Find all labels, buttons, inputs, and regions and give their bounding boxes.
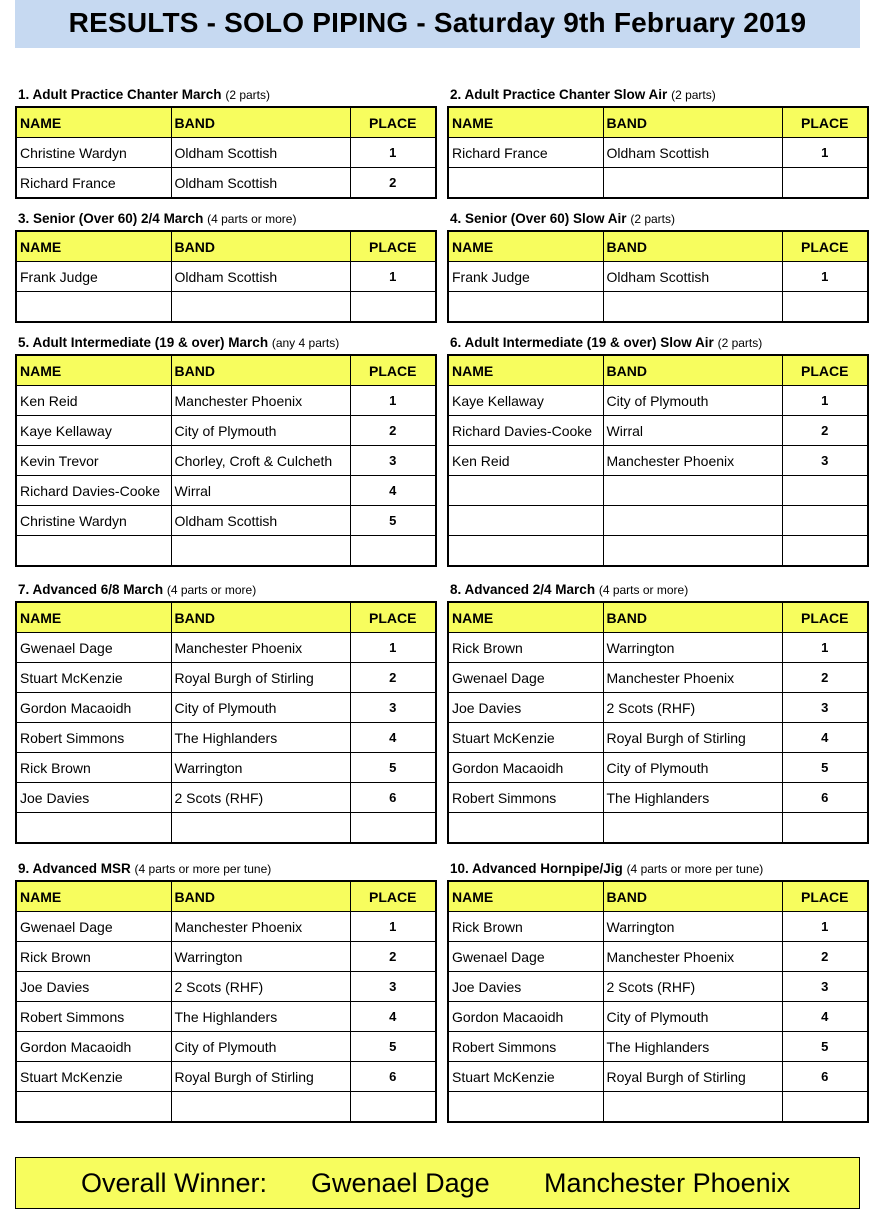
section-title (18, 210, 296, 228)
competitor-name (16, 292, 171, 323)
table-header-row (448, 881, 868, 912)
section-title-text: 5. Adult Intermediate (19 & over) March (18, 335, 269, 350)
band-name: 2 Scots (RHF) (171, 972, 350, 1002)
header-band: BAND (171, 107, 350, 138)
header-band: BAND (603, 881, 782, 912)
header-name: NAME (448, 881, 603, 912)
table-row (448, 138, 868, 168)
table-row (16, 138, 436, 168)
place-value: 6 (350, 783, 436, 813)
competitor-name: Gwenael Dage (16, 633, 171, 663)
header-place: PLACE (782, 231, 868, 262)
results-table (15, 880, 437, 1123)
competitor-name: Richard France (448, 138, 603, 168)
table-row (448, 476, 868, 506)
competitor-name: Kaye Kellaway (16, 416, 171, 446)
table-row (16, 446, 436, 476)
table-header-row (448, 107, 868, 138)
section-title (18, 86, 270, 104)
band-name: Manchester Phoenix (603, 446, 782, 476)
table-row (16, 262, 436, 292)
band-name: 2 Scots (RHF) (171, 783, 350, 813)
section-note: (2 parts) (671, 88, 716, 102)
place-value: 1 (350, 386, 436, 416)
competitor-name (448, 292, 603, 323)
place-value: 5 (350, 506, 436, 536)
place-value: 2 (350, 168, 436, 199)
table-row (16, 663, 436, 693)
place-value: 4 (350, 476, 436, 506)
competitor-name: Ken Reid (16, 386, 171, 416)
competitor-name: Joe Davies (16, 783, 171, 813)
competitor-name: Gwenael Dage (448, 663, 603, 693)
band-name: City of Plymouth (171, 416, 350, 446)
place-value: 2 (350, 663, 436, 693)
table-row (16, 972, 436, 1002)
competitor-name: Gwenael Dage (448, 942, 603, 972)
header-name: NAME (448, 602, 603, 633)
table-header-row (16, 355, 436, 386)
band-name: City of Plymouth (603, 386, 782, 416)
place-value: 2 (350, 942, 436, 972)
place-value: 6 (350, 1062, 436, 1092)
table-row (448, 292, 868, 323)
place-value (350, 292, 436, 323)
winner-label: Overall Winner: (81, 1168, 268, 1198)
place-value: 2 (782, 942, 868, 972)
place-value: 4 (782, 1002, 868, 1032)
band-name: Manchester Phoenix (171, 912, 350, 942)
header-band: BAND (171, 231, 350, 262)
table-row (448, 1092, 868, 1123)
competitor-name: Rick Brown (448, 912, 603, 942)
header-place: PLACE (782, 355, 868, 386)
band-name: Oldham Scottish (603, 138, 782, 168)
section-title-text: 4. Senior (Over 60) Slow Air (450, 211, 627, 226)
table-header-row (448, 231, 868, 262)
winner-name: Gwenael Dage (311, 1168, 490, 1198)
header-place: PLACE (782, 881, 868, 912)
table-row (448, 723, 868, 753)
section-note: (2 parts) (717, 336, 763, 350)
table-row (16, 168, 436, 199)
band-name (603, 292, 782, 323)
header-name: NAME (448, 355, 603, 386)
section-note: (2 parts) (630, 212, 676, 226)
place-value (782, 476, 868, 506)
table-row (16, 783, 436, 813)
place-value: 4 (350, 723, 436, 753)
header-place: PLACE (350, 881, 436, 912)
section-note: (4 parts or more per tune) (134, 862, 272, 876)
competitor-name: Richard France (16, 168, 171, 199)
table-row (448, 416, 868, 446)
results-table (15, 601, 437, 844)
competitor-name: Robert Simmons (16, 1002, 171, 1032)
table-row (448, 1062, 868, 1092)
section-note: (4 parts or more per tune) (626, 862, 764, 876)
results-table (447, 880, 869, 1123)
table-row (448, 783, 868, 813)
place-value: 5 (782, 1032, 868, 1062)
competitor-name: Richard Davies-Cooke (448, 416, 603, 446)
competitor-name: Kevin Trevor (16, 446, 171, 476)
table-row (448, 536, 868, 567)
table-row (448, 972, 868, 1002)
competitor-name (448, 506, 603, 536)
band-name: Royal Burgh of Stirling (171, 663, 350, 693)
competitor-name: Stuart McKenzie (16, 1062, 171, 1092)
band-name: City of Plymouth (603, 753, 782, 783)
place-value (782, 168, 868, 199)
table-row (16, 386, 436, 416)
competitor-name (16, 536, 171, 567)
band-name (171, 813, 350, 844)
competitor-name: Gordon Macaoidh (448, 1002, 603, 1032)
table-row (448, 168, 868, 199)
table-row (448, 506, 868, 536)
competitor-name (16, 813, 171, 844)
results-table (15, 230, 437, 323)
band-name: Oldham Scottish (171, 262, 350, 292)
section-title (450, 860, 763, 878)
competitor-name: Gordon Macaoidh (16, 693, 171, 723)
table-row (16, 723, 436, 753)
band-name: Warrington (171, 942, 350, 972)
results-table (15, 106, 437, 199)
header-name: NAME (16, 231, 171, 262)
table-row (448, 386, 868, 416)
band-name (171, 1092, 350, 1123)
section-title (18, 334, 339, 352)
results-table (447, 230, 869, 323)
section-title-text: 3. Senior (Over 60) 2/4 March (18, 211, 204, 226)
band-name: Warrington (603, 912, 782, 942)
band-name: The Highlanders (603, 1032, 782, 1062)
band-name: The Highlanders (171, 723, 350, 753)
page-title: RESULTS - SOLO PIPING - Saturday 9th February 2019 (15, 0, 860, 48)
header-name: NAME (448, 231, 603, 262)
section-note: (4 parts or more) (598, 583, 689, 597)
place-value: 6 (782, 1062, 868, 1092)
header-name: NAME (16, 881, 171, 912)
place-value: 4 (350, 1002, 436, 1032)
place-value: 3 (782, 972, 868, 1002)
table-row (448, 753, 868, 783)
place-value: 5 (350, 1032, 436, 1062)
competitor-name: Frank Judge (16, 262, 171, 292)
section-note: (4 parts or more) (207, 212, 297, 226)
competitor-name: Ken Reid (448, 446, 603, 476)
competitor-name: Gordon Macaoidh (16, 1032, 171, 1062)
place-value: 1 (350, 633, 436, 663)
place-value: 6 (782, 783, 868, 813)
table-row (16, 536, 436, 567)
place-value: 1 (782, 912, 868, 942)
place-value: 2 (782, 416, 868, 446)
place-value: 3 (350, 693, 436, 723)
table-row (448, 446, 868, 476)
band-name: Manchester Phoenix (603, 663, 782, 693)
table-row (16, 416, 436, 446)
band-name (603, 813, 782, 844)
table-row (16, 1062, 436, 1092)
results-table (447, 601, 869, 844)
header-place: PLACE (350, 231, 436, 262)
band-name: Warrington (171, 753, 350, 783)
band-name: City of Plymouth (171, 693, 350, 723)
table-row (16, 1032, 436, 1062)
place-value: 1 (782, 262, 868, 292)
competitor-name: Richard Davies-Cooke (16, 476, 171, 506)
place-value (350, 813, 436, 844)
header-band: BAND (171, 602, 350, 633)
header-band: BAND (171, 881, 350, 912)
table-row (16, 1002, 436, 1032)
place-value: 3 (350, 446, 436, 476)
table-row (16, 1092, 436, 1123)
place-value (782, 813, 868, 844)
header-name: NAME (16, 107, 171, 138)
band-name: Oldham Scottish (171, 506, 350, 536)
section-title-text: 8. Advanced 2/4 March (450, 582, 596, 597)
header-place: PLACE (782, 107, 868, 138)
section-title (450, 581, 688, 599)
band-name: The Highlanders (603, 783, 782, 813)
header-band: BAND (603, 107, 782, 138)
table-row (16, 753, 436, 783)
competitor-name: Joe Davies (448, 693, 603, 723)
competitor-name: Robert Simmons (448, 1032, 603, 1062)
competitor-name (448, 813, 603, 844)
header-place: PLACE (350, 355, 436, 386)
place-value: 5 (350, 753, 436, 783)
header-band: BAND (603, 231, 782, 262)
place-value (782, 506, 868, 536)
section-note: (4 parts or more) (166, 583, 257, 597)
section-title-text: 6. Adult Intermediate (19 & over) Slow Air (450, 335, 714, 350)
table-header-row (16, 231, 436, 262)
band-name: 2 Scots (RHF) (603, 693, 782, 723)
competitor-name: Stuart McKenzie (448, 1062, 603, 1092)
competitor-name (16, 1092, 171, 1123)
place-value (782, 536, 868, 567)
section-title-text: 9. Advanced MSR (18, 861, 131, 876)
place-value: 2 (782, 663, 868, 693)
table-row (448, 633, 868, 663)
competitor-name: Christine Wardyn (16, 506, 171, 536)
competitor-name: Christine Wardyn (16, 138, 171, 168)
competitor-name (448, 1092, 603, 1123)
header-place: PLACE (350, 107, 436, 138)
place-value (350, 1092, 436, 1123)
band-name (603, 476, 782, 506)
section-title-text: 1. Adult Practice Chanter March (18, 87, 222, 102)
place-value: 1 (350, 262, 436, 292)
table-header-row (16, 881, 436, 912)
band-name: Oldham Scottish (603, 262, 782, 292)
place-value: 1 (782, 138, 868, 168)
band-name: City of Plymouth (603, 1002, 782, 1032)
header-name: NAME (16, 602, 171, 633)
competitor-name: Rick Brown (16, 753, 171, 783)
results-table (15, 354, 437, 567)
band-name (603, 536, 782, 567)
competitor-name: Joe Davies (448, 972, 603, 1002)
table-row (448, 262, 868, 292)
competitor-name (448, 536, 603, 567)
section-note: (any 4 parts) (271, 336, 340, 350)
section-title (18, 581, 256, 599)
table-row (16, 292, 436, 323)
place-value: 5 (782, 753, 868, 783)
band-name: Oldham Scottish (171, 138, 350, 168)
competitor-name: Kaye Kellaway (448, 386, 603, 416)
section-title-text: 2. Adult Practice Chanter Slow Air (450, 87, 668, 102)
place-value: 4 (782, 723, 868, 753)
competitor-name: Stuart McKenzie (448, 723, 603, 753)
table-row (16, 633, 436, 663)
band-name: Wirral (603, 416, 782, 446)
section-title-text: 7. Advanced 6/8 March (18, 582, 164, 597)
table-row (448, 1002, 868, 1032)
table-row (448, 813, 868, 844)
place-value: 3 (350, 972, 436, 1002)
table-row (16, 476, 436, 506)
header-band: BAND (603, 355, 782, 386)
place-value (350, 536, 436, 567)
band-name: 2 Scots (RHF) (603, 972, 782, 1002)
competitor-name (448, 476, 603, 506)
competitor-name: Stuart McKenzie (16, 663, 171, 693)
results-table (447, 354, 869, 567)
table-row (448, 942, 868, 972)
table-row (16, 506, 436, 536)
place-value: 1 (782, 386, 868, 416)
table-row (16, 693, 436, 723)
place-value (782, 1092, 868, 1123)
place-value: 2 (350, 416, 436, 446)
band-name: City of Plymouth (171, 1032, 350, 1062)
place-value: 3 (782, 693, 868, 723)
band-name: The Highlanders (171, 1002, 350, 1032)
band-name: Oldham Scottish (171, 168, 350, 199)
table-row (448, 663, 868, 693)
band-name: Manchester Phoenix (171, 386, 350, 416)
band-name (603, 168, 782, 199)
competitor-name: Rick Brown (448, 633, 603, 663)
place-value (782, 292, 868, 323)
section-note: (2 parts) (225, 88, 271, 102)
competitor-name (448, 168, 603, 199)
band-name: Manchester Phoenix (603, 942, 782, 972)
band-name: Warrington (603, 633, 782, 663)
band-name: Royal Burgh of Stirling (603, 1062, 782, 1092)
section-title-text: 10. Advanced Hornpipe/Jig (450, 861, 623, 876)
table-header-row (16, 107, 436, 138)
competitor-name: Joe Davies (16, 972, 171, 1002)
table-row (448, 693, 868, 723)
competitor-name: Gordon Macaoidh (448, 753, 603, 783)
band-name: Chorley, Croft & Culcheth (171, 446, 350, 476)
section-title (450, 334, 762, 352)
competitor-name: Gwenael Dage (16, 912, 171, 942)
place-value: 1 (782, 633, 868, 663)
table-row (16, 942, 436, 972)
results-table (447, 106, 869, 199)
band-name (171, 292, 350, 323)
section-title (450, 210, 675, 228)
table-row (16, 912, 436, 942)
competitor-name: Frank Judge (448, 262, 603, 292)
header-place: PLACE (782, 602, 868, 633)
table-row (448, 912, 868, 942)
band-name (603, 1092, 782, 1123)
table-row (16, 813, 436, 844)
band-name (171, 536, 350, 567)
section-title (450, 86, 716, 104)
place-value: 1 (350, 912, 436, 942)
table-header-row (448, 602, 868, 633)
competitor-name: Robert Simmons (448, 783, 603, 813)
table-row (448, 1032, 868, 1062)
band-name: Royal Burgh of Stirling (171, 1062, 350, 1092)
place-value: 1 (350, 138, 436, 168)
band-name: Wirral (171, 476, 350, 506)
header-band: BAND (171, 355, 350, 386)
winner-band: Manchester Phoenix (544, 1168, 791, 1198)
place-value: 3 (782, 446, 868, 476)
competitor-name: Rick Brown (16, 942, 171, 972)
table-header-row (16, 602, 436, 633)
header-name: NAME (16, 355, 171, 386)
overall-winner-banner (15, 1157, 860, 1209)
section-title (18, 860, 271, 878)
band-name: Manchester Phoenix (171, 633, 350, 663)
header-band: BAND (603, 602, 782, 633)
table-header-row (448, 355, 868, 386)
header-name: NAME (448, 107, 603, 138)
header-place: PLACE (350, 602, 436, 633)
band-name: Royal Burgh of Stirling (603, 723, 782, 753)
competitor-name: Robert Simmons (16, 723, 171, 753)
band-name (603, 506, 782, 536)
